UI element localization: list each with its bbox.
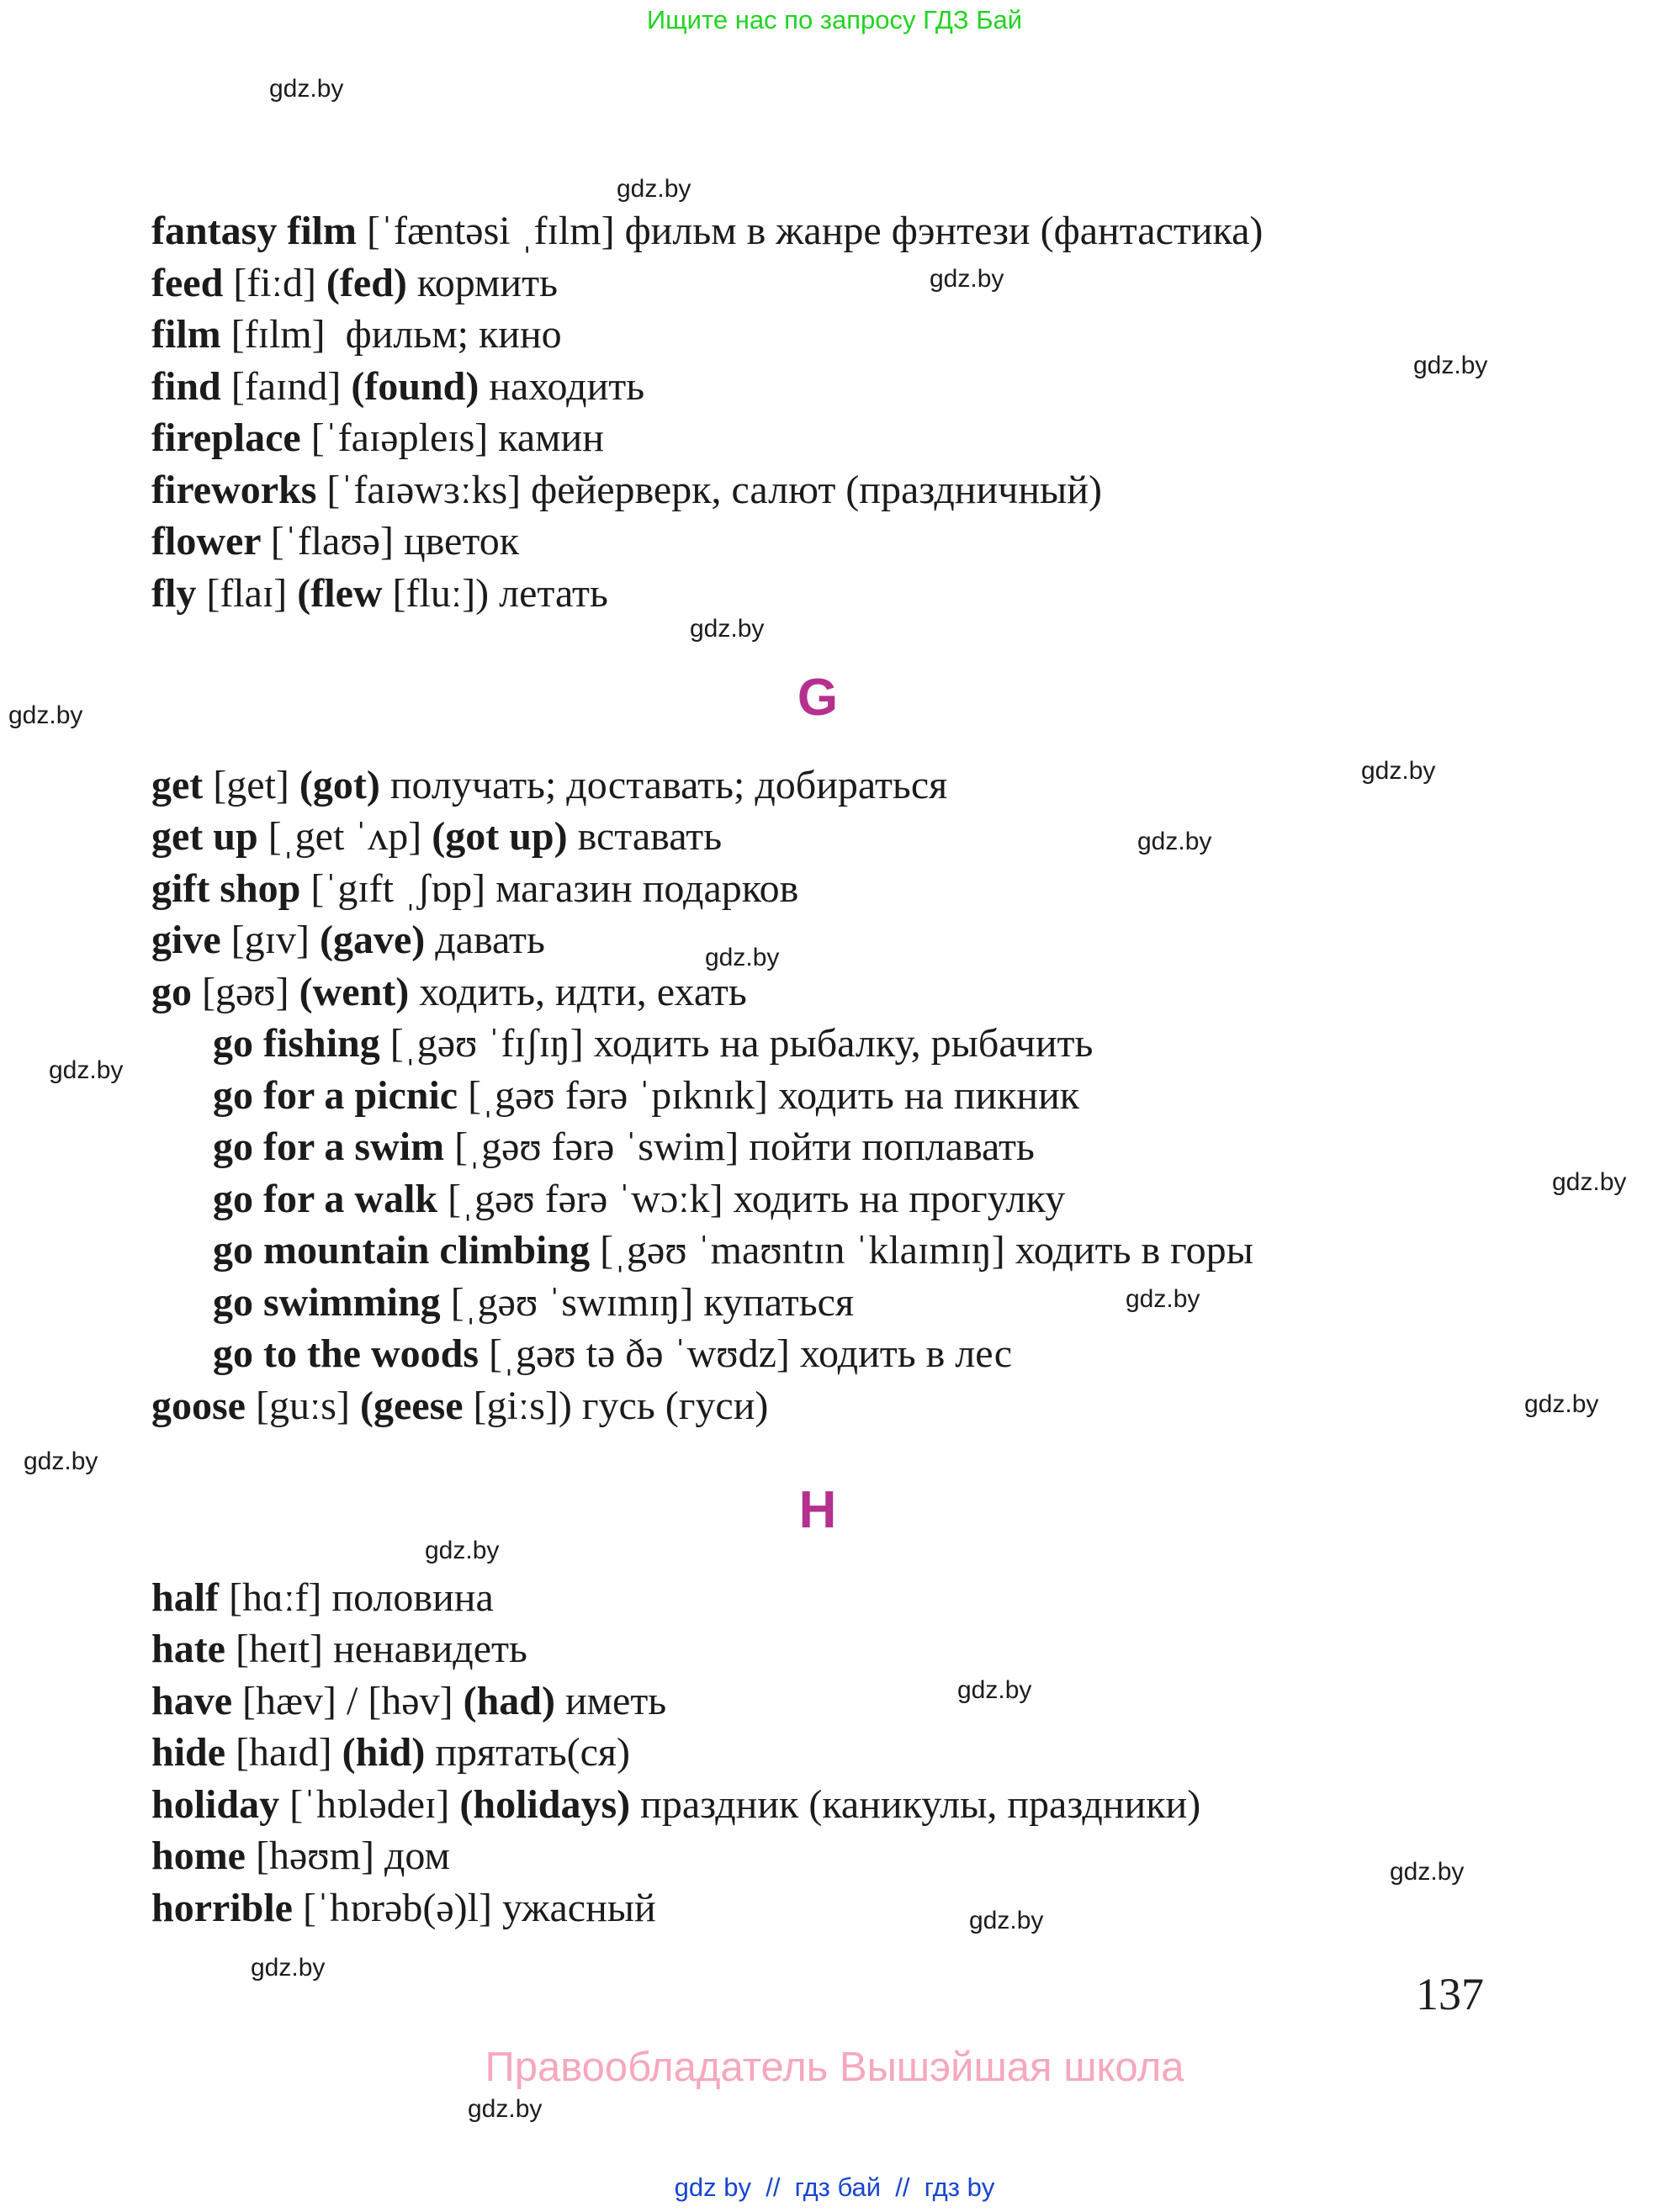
entry-text: [heɪt]	[235, 1627, 333, 1671]
gdz-watermark: gdz.by	[617, 175, 691, 203]
headword-text: (geese	[359, 1383, 474, 1428]
headword-text: go fishing	[213, 1021, 390, 1066]
headword-text: get	[151, 762, 214, 807]
headword-text: horrible	[151, 1885, 303, 1930]
headword-text: (fed)	[326, 260, 417, 305]
gdz-watermark: gdz.by	[690, 615, 765, 643]
headword-text: have	[151, 1678, 242, 1723]
copyright-line: Правообладатель Вышэйшая школа	[485, 2045, 1184, 2090]
gdz-watermark: gdz.by	[969, 1907, 1044, 1934]
entry-text: [ˌgəʊ ˈfɪʃɪŋ]	[389, 1021, 594, 1066]
headword-text: (found)	[351, 363, 490, 409]
headword-text: film	[151, 312, 231, 357]
entry-text: находить	[489, 363, 645, 409]
headword-text: go mountain climbing	[213, 1228, 601, 1273]
headword-text: goose	[151, 1383, 256, 1428]
entry-text: [həʊm]	[255, 1834, 384, 1878]
dictionary-entry	[213, 1070, 1079, 1122]
entry-text: праздник (каникулы, праздники)	[640, 1781, 1201, 1827]
headword-text: flower	[151, 519, 271, 564]
headword-text: holiday	[151, 1781, 290, 1827]
entry-text: [ˈgɪft ˌʃɒp]	[310, 865, 496, 911]
entry-text: [haɪd]	[236, 1730, 342, 1775]
dictionary-entry	[151, 412, 604, 464]
dictionary-entry	[151, 205, 1263, 257]
headword-text: go for a swim	[213, 1125, 455, 1169]
dictionary-entry	[151, 1623, 527, 1675]
gdz-watermark: gdz.by	[269, 75, 344, 103]
gdz-watermark: gdz.by	[1390, 1858, 1465, 1886]
entry-text: ужасный	[501, 1885, 656, 1930]
entry-text: давать	[435, 918, 545, 962]
dictionary-entry	[151, 257, 558, 310]
footer-links[interactable]: gdz by // гдз бай // гдз by	[674, 2172, 995, 2202]
headword-text: (got up)	[432, 814, 578, 859]
entry-text: [ˈfaɪəwɜːks]	[326, 467, 532, 512]
entry-text: кормить	[416, 260, 558, 305]
headword-text: gift shop	[151, 865, 311, 911]
entry-text: [ˌget ˈʌp]	[268, 814, 432, 859]
entry-text: фильм в жанре фэнтези (фантастика)	[624, 209, 1264, 253]
entry-text: [giːs])	[473, 1383, 582, 1428]
gdz-watermark: gdz.by	[8, 701, 83, 729]
entry-text: [ˌgəʊ tə ðə ˈwʊdz]	[489, 1331, 800, 1376]
gdz-watermark: gdz.by	[1552, 1168, 1627, 1196]
entry-text: купаться	[703, 1279, 855, 1325]
entry-text: [fiːd]	[233, 260, 326, 305]
dictionary-entry	[151, 361, 644, 413]
headword-text: home	[151, 1834, 256, 1878]
dictionary-entry	[151, 914, 545, 966]
dictionary-entry	[151, 1380, 768, 1432]
gdz-watermark: gdz.by	[425, 1537, 500, 1564]
entry-text: фильм; кино	[345, 312, 562, 357]
dictionary-entry	[151, 1882, 656, 1934]
gdz-watermark: gdz.by	[49, 1056, 124, 1084]
entry-text: цветок	[403, 519, 520, 564]
entry-text: вставать	[577, 814, 723, 859]
dictionary-entry	[151, 1572, 494, 1624]
entry-text: [gəʊ]	[202, 969, 299, 1014]
entry-text: [get]	[213, 762, 299, 807]
entry-text: [gɪv]	[230, 918, 320, 962]
entry-text: [ˌgəʊ ˈswɪmɪŋ]	[450, 1279, 704, 1325]
entry-text: пойти поплавать	[749, 1125, 1035, 1169]
headword-text: go swimming	[213, 1279, 451, 1325]
headword-text: fireworks	[151, 467, 327, 512]
entry-text: [ˈfæntəsi ˌfɪlm]	[366, 209, 625, 253]
entry-text: получать; доставать; добираться	[389, 762, 948, 807]
dictionary-entry	[151, 759, 947, 812]
dictionary-entry	[213, 1225, 1253, 1277]
entry-text: [hɑːf]	[229, 1574, 332, 1620]
headword-text: (gave)	[319, 918, 436, 962]
entry-text: ненавидеть	[332, 1627, 527, 1671]
entry-text: [hæv] / [həv]	[242, 1678, 464, 1723]
entry-text: [fɪlm]	[230, 312, 346, 357]
headword-text: (hid)	[342, 1730, 436, 1775]
entry-text: гусь (гуси)	[581, 1383, 769, 1428]
page-number: 137	[1416, 1969, 1484, 2019]
entry-text: [fluː])	[392, 570, 500, 616]
headword-text: go for a walk	[213, 1176, 448, 1221]
entry-text: ходить на пикник	[777, 1072, 1080, 1118]
dictionary-entry	[213, 1173, 1065, 1225]
gdz-watermark: gdz.by	[251, 1954, 326, 1982]
headword-text: fly	[151, 570, 207, 616]
entry-text: [ˌgəʊ fərə ˈwɔːk]	[448, 1176, 734, 1221]
entry-text: половина	[331, 1574, 494, 1620]
entry-text: [guːs]	[255, 1383, 360, 1428]
entry-text: ходить, идти, ехать	[419, 969, 747, 1014]
dictionary-entry	[151, 1727, 630, 1779]
dictionary-entry	[151, 811, 722, 863]
dictionary-entry	[151, 966, 747, 1019]
entry-text: ходить в горы	[1015, 1228, 1253, 1273]
gdz-watermark: gdz.by	[1137, 828, 1212, 855]
entry-text: прятать(ся)	[435, 1730, 630, 1775]
dictionary-entry	[151, 568, 608, 620]
gdz-watermark: gdz.by	[1126, 1285, 1200, 1313]
entry-text: ходить в лес	[799, 1331, 1013, 1376]
headword-text: give	[151, 918, 231, 962]
headword-text: (holidays)	[459, 1781, 641, 1827]
gdz-watermark: gdz.by	[1361, 757, 1436, 785]
headword-text: (went)	[299, 969, 420, 1014]
dictionary-entry	[151, 1675, 666, 1728]
entry-text: ходить на прогулку	[733, 1176, 1066, 1221]
entry-text: [ˌgəʊ ˈmaʊntɪn ˈklaɪmɪŋ]	[600, 1228, 1015, 1273]
entry-text: [ˈhɒrəb(ə)l]	[302, 1885, 502, 1930]
top-banner: Ищите нас по запросу ГДЗ Бай	[646, 5, 1023, 34]
headword-text: hate	[151, 1627, 236, 1671]
headword-text: get up	[151, 814, 268, 859]
gdz-watermark: gdz.by	[930, 265, 1004, 293]
headword-text: fireplace	[151, 415, 311, 460]
headword-text: find	[151, 363, 231, 409]
entry-text: [faɪnd]	[230, 363, 352, 409]
dictionary-entry	[151, 863, 798, 915]
headword-text: hide	[151, 1730, 236, 1775]
dictionary-entry	[213, 1328, 1012, 1380]
gdz-watermark: gdz.by	[1524, 1390, 1599, 1418]
headword-text: go for a picnic	[213, 1072, 469, 1118]
entry-text: [flaɪ]	[206, 570, 298, 616]
dictionary-entry	[213, 1277, 854, 1329]
dictionary-entry	[213, 1018, 1093, 1070]
entry-text: летать	[499, 570, 608, 616]
dictionary-entry	[213, 1121, 1035, 1173]
section-letter-H: H	[798, 1480, 837, 1539]
entry-text: ходить на рыбалку, рыбачить	[593, 1021, 1094, 1066]
dictionary-entry	[151, 1830, 450, 1882]
headword-text: (flew	[297, 570, 393, 616]
headword-text: feed	[151, 260, 234, 305]
entry-text: камин	[498, 415, 604, 460]
entry-text: [ˌgəʊ fərə ˈswim]	[454, 1125, 750, 1169]
headword-text: go to the woods	[213, 1331, 490, 1376]
dictionary-entry	[151, 516, 519, 568]
headword-text: go	[151, 969, 202, 1014]
entry-text: магазин подарков	[495, 865, 799, 911]
dictionary-entry	[151, 309, 562, 361]
headword-text: half	[151, 1574, 230, 1620]
dictionary-entry	[151, 464, 1102, 516]
section-letter-G: G	[797, 668, 839, 727]
dictionary-entry	[151, 1779, 1200, 1831]
headword-text: (got)	[299, 762, 390, 807]
headword-text: fantasy film	[151, 209, 367, 253]
gdz-watermark: gdz.by	[468, 2095, 543, 2123]
headword-text: (had)	[463, 1678, 565, 1723]
entry-text: [ˌgəʊ fərə ˈpɪknɪk]	[468, 1072, 778, 1118]
gdz-watermark: gdz.by	[24, 1447, 98, 1475]
entry-text: [ˈflaʊə]	[270, 519, 404, 564]
gdz-watermark: gdz.by	[705, 944, 780, 971]
entry-text: [ˈhɒlədeɪ]	[289, 1781, 460, 1827]
gdz-watermark: gdz.by	[957, 1676, 1032, 1704]
entry-text: фейерверк, салют (праздничный)	[531, 467, 1102, 512]
entry-text: дом	[384, 1834, 450, 1878]
entry-text: иметь	[564, 1678, 667, 1723]
gdz-watermark: gdz.by	[1413, 352, 1488, 379]
entry-text: [ˈfaɪəpleɪs]	[310, 415, 499, 460]
